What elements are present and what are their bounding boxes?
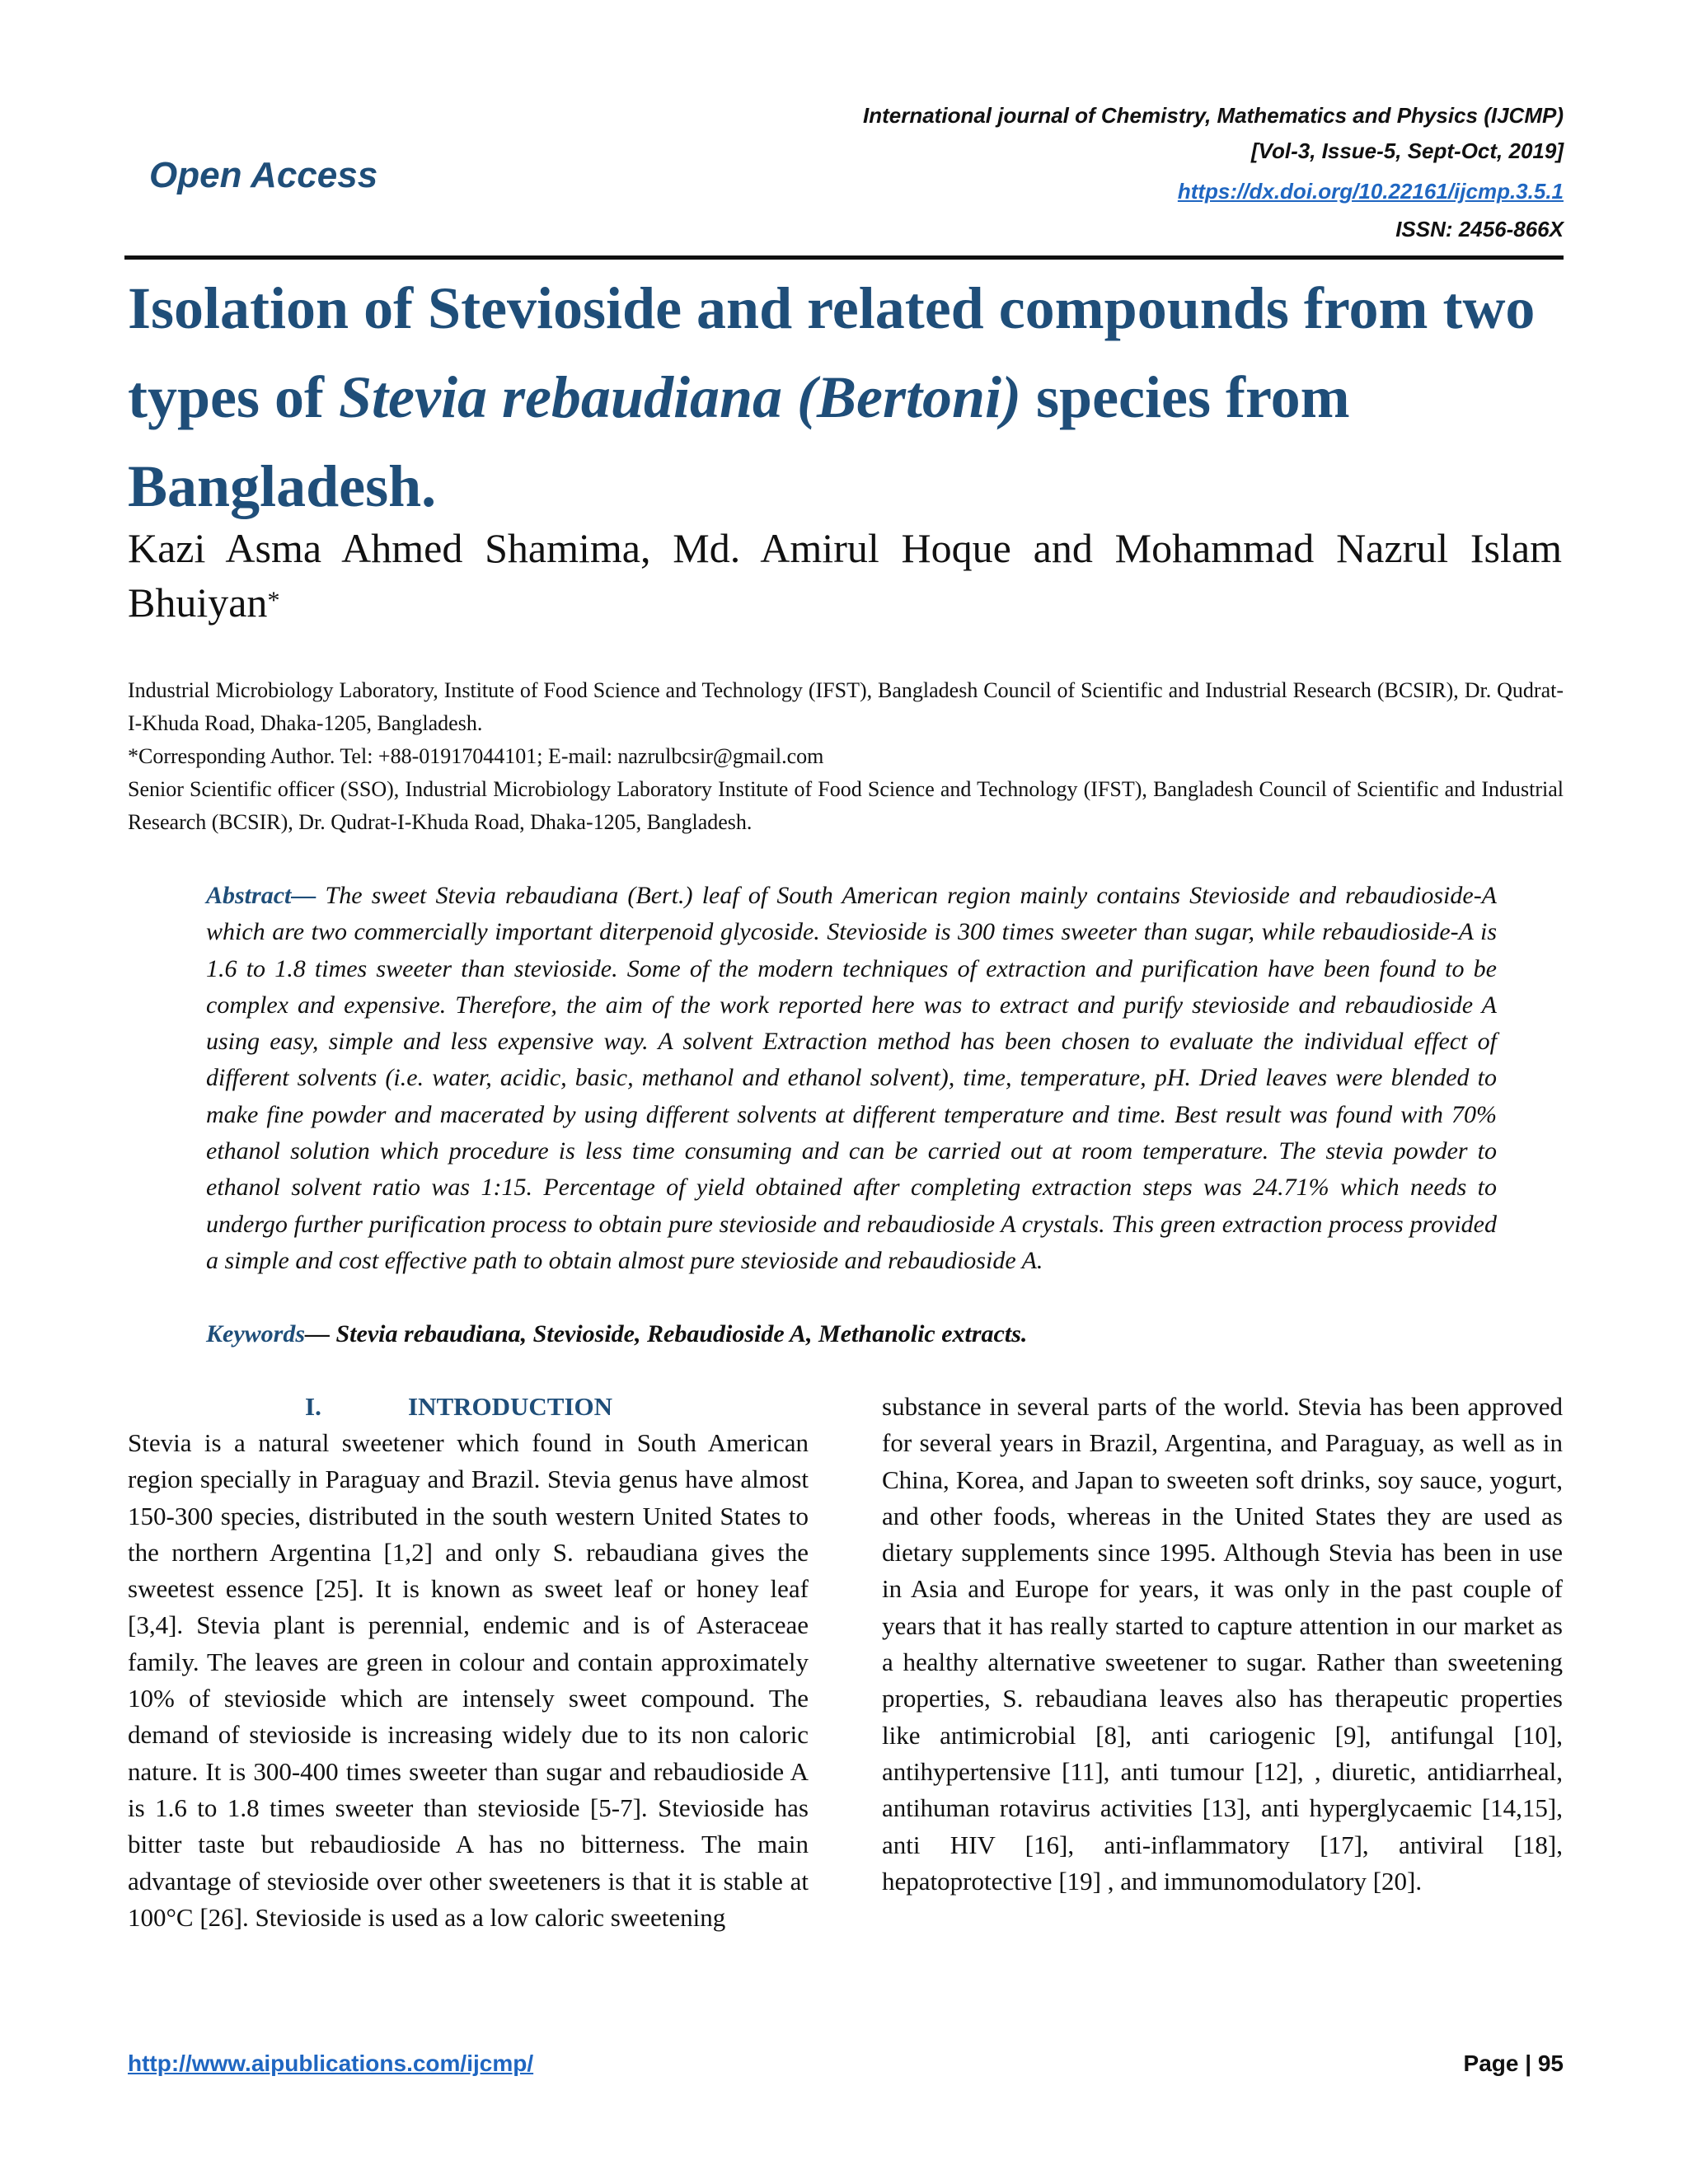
corresponding-author: *Corresponding Author. Tel: +88-01917044101; E-mail: nazrulbcsir@gmail.com [128, 744, 824, 768]
section-title: INTRODUCTION [408, 1392, 613, 1421]
section-number: I. [305, 1392, 321, 1421]
keywords-text: — Stevia rebaudiana, Stevioside, Rebaudioside A, Methanolic extracts. [305, 1320, 1028, 1347]
page-number: Page | 95 [1463, 2050, 1564, 2076]
footer-journal-link[interactable]: http://www.aipublications.com/ijcmp/ [128, 2050, 534, 2076]
abstract-dash: — [291, 882, 326, 909]
title-part-1: Isolation of Stevioside and related compounds from two types of [128, 275, 1536, 430]
header-divider [124, 255, 1564, 260]
introduction-left-column: Stevia is a natural sweetener which found in South American region specially in Paraguay and Brazil. Stevia genus have almost 150-300 species, distributed in the south western United States to the northern Argentina [1,2] and only S. rebaudiana gives the sweetest essence [25]. It is known as sweet leaf or honey leaf [3,4]. Stevia plant is perennial, endemic and is of Asteraceae family. The leaves are green in colour and contain approximately 10% of stevioside which are intensely sweet compound. The demand of stevioside is increasing widely due to its non caloric nature. It is 300-400 times sweeter than sugar and rebaudioside A is 1.6 to 1.8 times sweeter than stevioside [5-7]. Stevioside has bitter taste but rebaudioside A has no bitterness. The main advantage of stevioside over other sweeteners is that it is stable at 100°C [26]. Stevioside is used as a low caloric sweetening [128, 1428, 809, 1932]
issn: ISSN: 2456-866X [1395, 217, 1564, 241]
title-part-2: species from Bangladesh. [128, 364, 1350, 519]
doi-link[interactable]: https://dx.doi.org/10.22161/ijcmp.3.5.1 [1177, 179, 1564, 204]
author-names: Kazi Asma Ahmed Shamima, Md. Amirul Hoque and Mohammad Nazrul Islam Bhuiyan [128, 525, 1562, 626]
author-list [128, 521, 1562, 630]
paper-title [128, 264, 1570, 531]
journal-name: International journal of Chemistry, Mathematics and Physics (IJCMP) [863, 103, 1564, 128]
keywords [206, 1316, 1497, 1352]
open-access-label: Open Access [149, 155, 378, 195]
affiliation-1: Industrial Microbiology Laboratory, Institute of Food Science and Technology (IFST), Bangladesh Council of Scientific and Industrial Research (BCSIR), Dr. Qudrat-I-Khuda Road, Dhaka-1205, Bangladesh. [128, 678, 1564, 735]
abstract-text: The sweet Stevia rebaudiana (Bert.) leaf of South American region mainly contains Stevioside and rebaudioside-A which are two commercially important diterpenoid glycoside. Stevioside is 300 times sweeter than sugar, while rebaudioside-A is 1.6 to 1.8 times sweeter than stevioside. Some of the modern techniques of extraction and purification have been found to be complex and expensive. Therefore, the aim of the work reported here was to extract and purify stevioside and rebaudioside A using easy, simple and less expensive way. A solvent Extraction method has been chosen to evaluate the individual effect of different solvents (i.e. water, acidic, basic, methanol and ethanol solvent), time, temperature, pH. Dried leaves were blended to make fine powder and macerated by using different solvents at different temperature and time. Best result was found with 70% ethanol solution which procedure is less time consuming and can be carried out at room temperature. The stevia powder to ethanol solvent ratio was 1:15. Percentage of yield obtained after completing extraction steps was 24.71% which needs to undergo further purification process to obtain pure stevioside and rebaudioside A crystals. This green extraction process provided a simple and cost effective path to obtain almost pure stevioside and rebaudioside A. [206, 882, 1498, 1274]
abstract [206, 878, 1497, 1279]
keywords-label: Keywords [206, 1320, 305, 1347]
introduction-right-column: substance in several parts of the world. Stevia has been approved for several years in Brazil, Argentina, and Paraguay, as well as in China, Korea, and Japan to sweeten soft drinks, soy sauce, yogurt, and other foods, whereas in the United States they are used as dietary supplements since 1995. Although Stevia has been in use in Asia and Europe for years, it was only in the past couple of years that it has really started to capture attention in our market as a healthy alternative sweetener to sugar. Rather than sweetening properties, S. rebaudiana leaves also has therapeutic properties like antimicrobial [8], anti cariogenic [9], antifungal [10], antihypertensive [11], anti tumour [12], , diuretic, antidiarrheal, antihuman rotavirus activities [13], anti hyperglycaemic [14,15], anti HIV [16], anti-inflammatory [17], antiviral [18], hepatoprotective [19] , and immunomodulatory [20]. [882, 1392, 1563, 1896]
affiliation-2: Senior Scientific officer (SSO), Industrial Microbiology Laboratory Institute of Food Science and Technology (IFST), Bangladesh Council of Scientific and Industrial Research (BCSIR), Dr. Qudrat-I-Khuda Road, Dhaka-1205, Bangladesh. [128, 777, 1564, 834]
title-species: Stevia rebaudiana (Bertoni) [338, 364, 1022, 430]
corresponding-asterisk: * [267, 587, 280, 614]
abstract-label: Abstract [206, 882, 292, 909]
volume-issue: [Vol-3, Issue-5, Sept-Oct, 2019] [1250, 138, 1564, 163]
